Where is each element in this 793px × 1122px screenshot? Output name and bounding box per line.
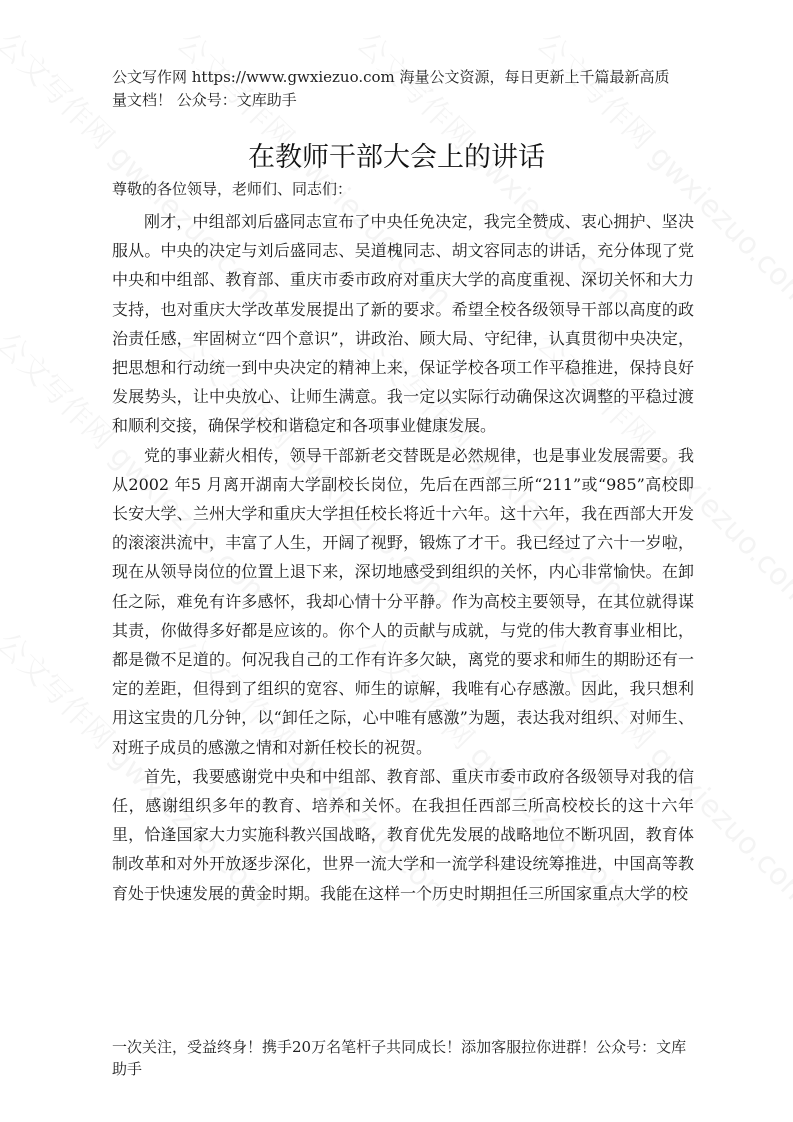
- paragraph: 首先，我要感谢党中央和中组部、教育部、重庆市委市政府各级领导对我的信任，感谢组织多年的教育、培养和关怀。在我担任西部三所高校校长的这十六年里，恰逢国家大力实施科教兴国战略，教育优先发展的战略地位不断巩固，教育体制改革和对外开放逐步深化，世界一流大学和一流学科建设统筹推进，中国高等教育处于快速发展的黄金时期。我能在这样一个历史时期担任三所国家重点大学的校: [112, 766, 694, 903]
- paragraph: 党的事业薪火相传，领导干部新老交替既是必然规律，也是事业发展需要。我从2002 年5 月离开湖南大学副校长岗位，先后在西部三所“211”或“985”高校即长安大学、兰州大学和重庆大学担任校长将近十六年。这十六年，我在西部大开发的滚滚洪流中，丰富了人生，开阔了视野，锻炼了才干。我已经过了六十一岁啦，现在从领导岗位的位置上退下来，深切地感受到组织的关怀，内心非常愉快。在卸任之际，难免有许多感怀，我却心情十分平静。作为高校主要领导，在其位就得谋其责，你做得多好都是应该的。你个人的贡献与成就，与党的伟大教育事业相比，都是微不足道的。何况我自己的工作有许多欠缺，离党的要求和师生的期盼还有一定的差距，但得到了组织的宽容、师生的谅解，我唯有心存感激。因此，我只想利用这宝贵的几分钟，以“卸任之际，心中唯有感激”为题，表达我对组织、对师生、对班子成员的感激之情和对新任校长的祝贺。: [112, 445, 694, 757]
- page-title: 在教师干部大会上的讲话: [248, 142, 545, 173]
- header-note: 公文写作网 https://www.gwxiezuo.com 海量公文资源，每日更新上千篇最新高质量文档！ 公众号：文库助手: [112, 68, 670, 109]
- paragraph: 刚才，中组部刘后盛同志宣布了中央任免决定，我完全赞成、衷心拥护、坚决服从。中央的决定与刘后盛同志、吴道槐同志、胡文容同志的讲话，充分体现了党中央和中组部、教育部、重庆市委市政府对重庆大学的高度重视、深切关怀和大力支持，也对重庆大学改革发展提出了新的要求。希望全校各级领导干部以高度的政治责任感，牢固树立“四个意识”，讲政治、顾大局、守纪律，认真贯彻中央决定，把思想和行动统一到中央决定的精神上来，保证学校各项工作平稳推进，保持良好发展势头，让中央放心、让师生满意。我一定以实际行动确保这次调整的平稳过渡和顺利交接，确保学校和谐稳定和各项事业健康发展。: [112, 212, 694, 436]
- speech-body: [112, 207, 694, 908]
- footer-note: 一次关注，受益终身！携手20万名笔杆子共同成长！添加客服拉你进群！公众号：文库助手: [112, 1038, 687, 1078]
- salutation: 尊敬的各位领导，老师们、同志们：: [112, 180, 353, 198]
